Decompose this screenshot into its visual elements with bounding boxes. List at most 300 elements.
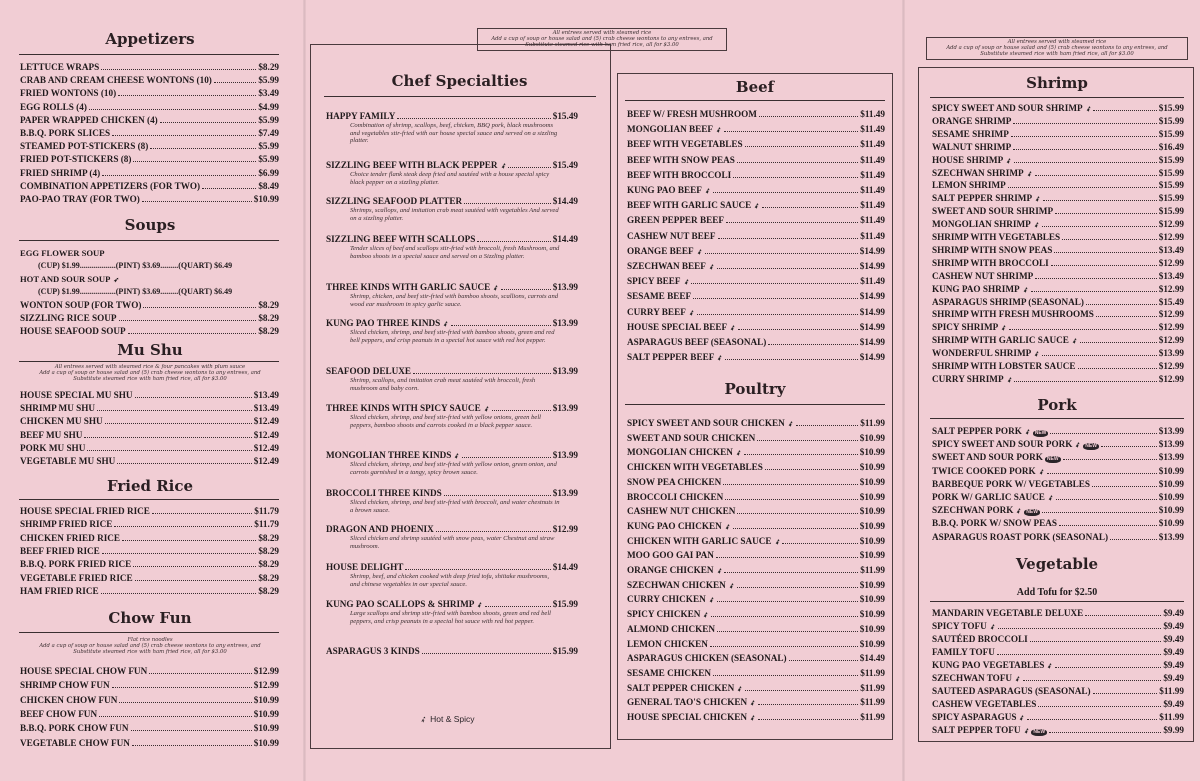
item-price: $5.99 — [258, 75, 279, 86]
menu-item — [20, 168, 279, 179]
leader-dots — [724, 572, 858, 573]
menu-item — [627, 185, 885, 197]
menu-item — [932, 439, 1184, 451]
item-name: LEMON CHICKEN — [627, 638, 708, 649]
item-price: $11.49 — [860, 139, 885, 150]
item-name: FRIED WONTONS (10) — [20, 88, 117, 99]
pepper-icon: ➶ — [703, 186, 712, 196]
leader-dots — [796, 425, 859, 426]
item-price: $10.99 — [859, 506, 885, 517]
new-badge-icon: NEW — [1034, 430, 1047, 436]
menu-item — [326, 646, 578, 657]
leader-dots — [1035, 278, 1156, 279]
menu-item — [627, 477, 885, 488]
pepper-icon: ➶ — [1015, 506, 1024, 516]
menu-item — [932, 232, 1184, 243]
leader-dots — [397, 118, 550, 119]
menu-item — [627, 594, 885, 606]
pepper-icon: ➶ — [707, 262, 716, 272]
item-name: CURRY SHRIMP — [932, 373, 1004, 384]
pepper-icon: ➶ — [453, 451, 462, 461]
item-name: HOUSE SPECIAL CHICKEN — [627, 712, 747, 722]
item-name: BROCCOLI THREE KINDS — [326, 488, 442, 498]
item-price: $11.79 — [254, 519, 279, 530]
menu-item — [20, 533, 279, 544]
item-price: $12.99 — [1158, 361, 1184, 371]
leader-dots — [101, 69, 256, 70]
item-price: $10.99 — [859, 476, 885, 487]
item-price: $10.99 — [859, 432, 885, 443]
leader-dots — [1086, 304, 1157, 305]
item-name: SEAFOOD DELUXE — [326, 366, 411, 376]
item-price: $11.49 — [860, 124, 885, 135]
menu-item — [932, 608, 1184, 619]
leader-dots — [133, 566, 256, 567]
item-price: $13.99 — [1158, 531, 1184, 542]
appetizers-title: Appetizers — [105, 30, 195, 48]
leader-dots — [133, 161, 256, 162]
pepper-icon: ➶ — [727, 580, 736, 591]
item-price: $14.49 — [859, 653, 885, 664]
leader-dots — [693, 298, 858, 299]
item-name: SIZZLING RICE SOUP — [20, 312, 117, 323]
item-price: $10.99 — [859, 535, 885, 546]
item-price: $5.99 — [258, 114, 279, 125]
item-price: $10.99 — [859, 623, 885, 634]
item-name: KUNG PAO SCALLOPS & SHRIMP — [326, 599, 475, 609]
item-name: CHICKEN WITH VEGETABLES — [627, 462, 763, 473]
item-name: VEGETABLE MU SHU — [20, 456, 116, 466]
pepper-icon: ➶ — [773, 536, 782, 547]
item-description: Sliced chicken and shrimp sautéed with snow peas, water Chestnut and straw mushroom. — [350, 535, 555, 550]
item-name: MONGOLIAN THREE KINDS — [326, 450, 452, 460]
item-name: ORANGE BEEF — [627, 245, 694, 256]
item-name: B.B.Q. PORK SLICES — [20, 128, 111, 138]
item-price: $13.49 — [253, 403, 279, 414]
pepper-icon: ➶ — [734, 448, 743, 459]
item-price: $11.49 — [860, 230, 885, 241]
item-name: CASHEW VEGETABLES — [932, 699, 1037, 709]
item-name: SPICY SHRIMP — [932, 322, 999, 333]
pepper-icon: ➶ — [1018, 713, 1027, 723]
leader-dots — [1055, 667, 1161, 668]
item-price: $13.99 — [552, 366, 578, 376]
hot-sour-soup: HOT AND SOUR SOUP ➶ — [20, 274, 120, 284]
divider — [324, 96, 596, 97]
item-price: $13.99 — [1158, 426, 1184, 436]
menu-item — [627, 124, 885, 136]
leader-dots — [1014, 381, 1156, 382]
menu-item — [932, 621, 1184, 633]
item-price: $9.49 — [1163, 634, 1184, 644]
pepper-icon: ➶ — [715, 353, 725, 363]
menu-item — [932, 129, 1184, 140]
leader-dots — [102, 553, 257, 554]
pepper-icon: ➶ — [682, 277, 691, 287]
pepper-icon: ➶ — [715, 566, 724, 576]
leader-dots — [112, 687, 252, 688]
divider — [19, 54, 279, 55]
item-name: SALT PEPPER TOFU — [932, 725, 1021, 735]
item-name: SIZZLING BEEF WITH SCALLOPS — [326, 234, 476, 244]
menu-item — [627, 536, 885, 548]
item-price: $12.99 — [1158, 232, 1184, 242]
menu-item — [932, 673, 1184, 685]
item-name: SHRIMP CHOW FUN — [20, 680, 110, 691]
item-price: $13.99 — [1158, 348, 1184, 359]
item-price: $11.99 — [860, 712, 885, 722]
divider — [930, 601, 1184, 602]
item-name: GREEN PEPPER BEEF — [627, 215, 724, 226]
menu-item — [627, 521, 885, 533]
pepper-icon: ➶ — [707, 595, 716, 606]
pepper-icon: ➶ — [1032, 220, 1041, 230]
item-name: CASHEW NUT SHRIMP — [932, 270, 1034, 281]
menu-item — [627, 462, 885, 473]
item-description: Shrimp, scallops, and imitation crab meat sautéed with broccoli, fresh mushroom and baby corn. — [350, 377, 536, 392]
leader-dots — [117, 463, 251, 464]
item-price: $15.99 — [1158, 206, 1184, 217]
leader-dots — [87, 450, 251, 451]
item-price: $11.99 — [860, 697, 885, 708]
leader-dots — [1042, 512, 1157, 513]
item-name: CASHEW NUT BEEF — [627, 230, 716, 241]
item-price: $8.29 — [258, 300, 279, 310]
menu-item — [932, 348, 1184, 360]
leader-dots — [1043, 200, 1157, 201]
item-price: $9.49 — [1163, 621, 1184, 631]
menu-item — [20, 506, 279, 517]
menu-item — [20, 738, 279, 749]
leader-dots — [135, 580, 257, 581]
item-price: $11.99 — [860, 418, 885, 428]
shrimp-title: Shrimp — [1026, 74, 1088, 92]
item-name: CHICKEN FRIED RICE — [20, 532, 121, 543]
item-name: KUNG PAO VEGETABLES — [932, 660, 1045, 670]
menu-item — [20, 403, 279, 414]
item-price: $15.99 — [1158, 167, 1184, 178]
leader-dots — [118, 95, 256, 96]
item-price: $10.99 — [859, 638, 885, 649]
item-name: SZECHWAN TOFU — [932, 673, 1013, 683]
leader-dots — [997, 654, 1161, 655]
item-name: DRAGON AND PHOENIX — [326, 524, 434, 534]
menu-item — [627, 322, 885, 334]
leader-dots — [1011, 136, 1157, 137]
item-name: PORK MU SHU — [20, 442, 86, 453]
menu-item — [627, 215, 885, 226]
item-price: $8.29 — [258, 572, 279, 583]
divider — [19, 632, 279, 633]
leader-dots — [149, 673, 252, 674]
hot-sour-sizes: (CUP) $1.99..................(PINT) $3.69.........(QUART) $6.49 — [38, 287, 233, 296]
item-name: BEEF MU SHU — [20, 429, 83, 440]
item-price: $11.49 — [860, 276, 885, 287]
leader-dots — [1080, 342, 1157, 343]
item-price: $10.99 — [253, 708, 279, 719]
leader-dots — [1042, 226, 1157, 227]
item-name: KUNG PAO SHRIMP — [932, 283, 1020, 294]
item-name: HAPPY FAMILY — [326, 111, 396, 121]
item-name: HOUSE SPECIAL MU SHU — [20, 390, 133, 400]
leader-dots — [436, 531, 551, 532]
leader-dots — [1062, 239, 1157, 240]
item-price: $13.99 — [1158, 452, 1184, 463]
item-price: $15.99 — [1158, 128, 1184, 139]
menu-item — [932, 335, 1184, 347]
pepper-icon: ➶ — [1033, 194, 1042, 205]
item-name: B.B.Q. PORK FRIED RICE — [20, 559, 132, 570]
leader-dots — [102, 175, 256, 176]
item-price: $13.49 — [253, 390, 279, 400]
item-price: $11.99 — [860, 667, 885, 678]
leader-dots — [998, 628, 1162, 629]
pepper-icon: ➶ — [1005, 375, 1014, 385]
leader-dots — [713, 192, 858, 193]
leader-dots — [724, 131, 858, 132]
item-name: SZECHWAN SHRIMP — [932, 167, 1024, 178]
mushu-title: Mu Shu — [117, 341, 183, 359]
item-name: MONGOLIAN CHICKEN — [627, 447, 733, 458]
pepper-icon: ➶ — [752, 201, 762, 211]
item-price: $8.29 — [258, 62, 279, 72]
item-price: $14.99 — [859, 291, 885, 302]
item-name: BEEF WITH VEGETABLES — [627, 139, 743, 150]
leader-dots — [1013, 149, 1157, 150]
pork-title: Pork — [1037, 396, 1077, 414]
item-name: SESAME BEEF — [627, 291, 692, 302]
leader-dots — [1035, 175, 1157, 176]
item-description: Sliced chicken, shrimp, and beef stir-fried with yellow onion, green onion, and carrots garnished in a tangy, spicy brown sauce. — [350, 461, 557, 476]
item-price: $14.49 — [552, 562, 578, 572]
pepper-icon: ➶ — [1070, 336, 1079, 346]
item-price: $12.99 — [1158, 335, 1184, 346]
menu-item — [20, 326, 279, 337]
menu-item — [627, 506, 885, 517]
leader-dots — [1078, 368, 1157, 369]
poultry-title: Poultry — [724, 380, 786, 398]
item-name: KUNG PAO CHICKEN — [627, 520, 722, 531]
leader-dots — [745, 146, 859, 147]
item-price: $10.99 — [859, 594, 885, 605]
menu-item — [20, 88, 279, 99]
item-name: BEEF CHOW FUN — [20, 708, 98, 719]
new-badge-icon: NEW — [1026, 509, 1038, 516]
leader-dots — [477, 241, 550, 242]
item-price: $11.49 — [860, 169, 885, 180]
leader-dots — [1101, 446, 1157, 447]
pepper-icon: ➶ — [491, 283, 501, 293]
leader-dots — [717, 268, 858, 269]
item-name: HOUSE SPECIAL CHOW FUN — [20, 666, 148, 676]
new-badge-icon: NEW — [1085, 443, 1097, 450]
item-name: PAO-PAO TRAY (FOR TWO) — [20, 194, 140, 204]
item-name: LETTUCE WRAPS — [20, 62, 100, 72]
menu-item — [20, 723, 279, 734]
divider — [625, 100, 885, 101]
menu-item — [20, 141, 279, 152]
menu-item — [20, 519, 279, 530]
menu-item — [20, 430, 279, 441]
soups-title: Soups — [124, 216, 176, 234]
item-name: SZECHWAN BEEF — [627, 261, 706, 271]
pepper-icon: ➶ — [476, 600, 485, 610]
leader-dots — [150, 148, 256, 149]
menu-item — [932, 479, 1184, 490]
menu-item — [326, 524, 578, 535]
leader-dots — [691, 283, 858, 284]
item-name: WALNUT SHRIMP — [932, 141, 1012, 152]
leader-dots — [202, 188, 256, 189]
egg-flower-sizes: (CUP) $1.99..................(PINT) $3.69.........(QUART) $6.49 — [38, 261, 233, 270]
menu-item — [932, 361, 1184, 372]
leader-dots — [1054, 252, 1156, 253]
item-name: SPICY SWEET AND SOUR CHICKEN — [627, 418, 785, 428]
item-name: EGG ROLLS (4) — [20, 101, 87, 112]
item-name: SAUTÉED BROCCOLI — [932, 634, 1028, 644]
item-name: SAUTEED ASPARAGUS (SEASONAL) — [932, 686, 1091, 696]
divider — [19, 361, 279, 362]
item-name: B.B.Q. PORK W/ SNOW PEAS — [932, 518, 1057, 529]
item-name: SPICY ASPARAGUS — [932, 712, 1017, 722]
item-price: $12.99 — [1158, 309, 1184, 320]
pepper-icon: ➶ — [687, 307, 696, 318]
item-price: $13.49 — [1158, 270, 1184, 281]
leader-dots — [737, 513, 857, 514]
menu-item — [932, 193, 1184, 205]
menu-item — [627, 683, 885, 695]
menu-item — [627, 639, 885, 650]
chowfun-note: Flat rice noodles Add a cup of soup or house salad and (5) crab cheese wontons to any entrees, and Substitute steamed rice with ham fried rice, all for $3.00 — [39, 637, 261, 656]
item-description: Sliced chicken, shrimp, and beef stir-fried with bamboo shoots, green and red bell peppers, and crisp peanuts in a special hot sauce with red hot pepper. — [350, 329, 555, 344]
item-description: Shrimp, beef, and chicken cooked with deep fried tofu, shiitake mushrooms, and chinese vegetables in our special sauce. — [350, 573, 549, 588]
item-name: MONGOLIAN SHRIMP — [932, 219, 1031, 230]
new-badge-icon: NEW — [1033, 729, 1046, 735]
leader-dots — [759, 116, 858, 117]
item-price: $15.99 — [1158, 103, 1184, 113]
item-name: BEEF WITH BROCCOLI — [627, 169, 732, 180]
leader-dots — [733, 528, 858, 529]
divider — [19, 240, 279, 241]
leader-dots — [444, 495, 551, 496]
item-price: $13.99 — [552, 318, 578, 328]
pepper-icon: ➶ — [1021, 284, 1030, 295]
menu-item — [627, 550, 885, 561]
item-price: $11.99 — [860, 682, 885, 693]
menu-item — [932, 219, 1184, 231]
item-price: $10.99 — [253, 723, 279, 734]
pepper-icon: ➶ — [1084, 104, 1093, 114]
menu-item — [20, 456, 279, 467]
item-name: BROCCOLI CHICKEN — [627, 491, 724, 502]
leader-dots — [1059, 525, 1157, 526]
item-name: SALT PEPPER CHICKEN — [627, 682, 735, 693]
item-name: TWICE COOKED PORK — [932, 465, 1036, 476]
item-price: $11.49 — [860, 215, 885, 226]
menu-item — [932, 103, 1184, 115]
leader-dots — [1055, 213, 1157, 214]
item-price: $9.49 — [1163, 699, 1184, 709]
fold-line — [902, 0, 905, 781]
leader-dots — [1042, 355, 1157, 356]
pepper-icon: ➶ — [1004, 155, 1014, 166]
leader-dots — [1013, 123, 1156, 124]
leader-dots — [1047, 473, 1157, 474]
leader-dots — [99, 716, 252, 717]
item-name: GENERAL TAO'S CHICKEN — [627, 697, 748, 708]
item-price: $14.99 — [859, 321, 885, 332]
item-name: SPICY BEEF — [627, 276, 681, 287]
menu-item — [627, 307, 885, 319]
menu-item — [20, 443, 279, 454]
leader-dots — [1092, 486, 1157, 487]
new-badge-icon: NEW — [1046, 456, 1059, 463]
leader-dots — [142, 201, 252, 202]
item-price: $11.49 — [860, 109, 885, 119]
entree-note-right: All entrees served with steamed rice Add a cup of soup or house salad and (5) crab cheese wontons to any entrees, and Substitute steamed rice with ham fried rice, all for $3.00 — [926, 37, 1188, 60]
item-name: SWEET AND SOUR SHRIMP — [932, 206, 1054, 217]
item-price: $9.49 — [1163, 608, 1184, 618]
pepper-icon: ➶ — [999, 323, 1009, 334]
menu-item — [20, 586, 279, 597]
menu-item — [20, 390, 279, 401]
menu-item — [932, 466, 1184, 478]
menu-item — [20, 181, 279, 192]
item-price: $8.29 — [258, 532, 279, 543]
leader-dots — [737, 162, 858, 163]
item-name: SALT PEPPER BEEF — [627, 352, 715, 363]
item-price: $15.99 — [1158, 115, 1184, 126]
divider — [625, 404, 885, 405]
leader-dots — [1009, 329, 1157, 330]
item-name: VEGETABLE FRIED RICE — [20, 572, 133, 583]
leader-dots — [718, 238, 859, 239]
leader-dots — [97, 410, 252, 411]
item-name: ALMOND CHICKEN — [627, 623, 716, 634]
entree-note-center: All entrees served with steamed rice Add a cup of soup or house salad and (5) crab cheese wontons to any entrees, and Substitute steamed rice with ham fried rice, all for $3.00 — [477, 28, 727, 51]
leader-dots — [1027, 719, 1157, 720]
menu-item — [627, 231, 885, 242]
item-name: BARBEQUE PORK W/ VEGETABLES — [932, 478, 1091, 489]
item-price: $8.49 — [258, 180, 279, 191]
menu-item — [20, 559, 279, 570]
item-price: $15.99 — [1158, 193, 1184, 204]
item-name: BEEF WITH GARLIC SAUCE — [627, 200, 752, 211]
item-name: SPICY CHICKEN — [627, 609, 701, 620]
item-price: $8.29 — [258, 585, 279, 596]
leader-dots — [143, 307, 256, 308]
item-name: SIZZLING BEEF WITH BLACK PEPPER — [326, 160, 498, 170]
leader-dots — [89, 109, 256, 110]
leader-dots — [128, 333, 257, 334]
item-name: HOUSE SPECIAL FRIED RICE — [20, 506, 150, 516]
item-price: $11.99 — [860, 565, 885, 575]
item-name: CHICKEN MU SHU — [20, 416, 103, 427]
column-left — [0, 0, 300, 781]
menu-item — [932, 322, 1184, 334]
pepper-icon: ➶ — [1074, 440, 1083, 450]
item-name: MONGOLIAN BEEF — [627, 124, 714, 135]
pepper-icon: ➶ — [418, 713, 429, 725]
item-name: HAM FRIED RICE — [20, 585, 99, 596]
menu-item — [20, 695, 279, 706]
item-name: SESAME CHICKEN — [627, 667, 711, 678]
item-name: BEEF FRIED RICE — [20, 545, 100, 556]
item-price: $10.99 — [253, 694, 279, 705]
pepper-icon: ➶ — [1013, 674, 1022, 684]
item-price: $9.49 — [1163, 673, 1184, 683]
menu-item — [627, 109, 885, 120]
